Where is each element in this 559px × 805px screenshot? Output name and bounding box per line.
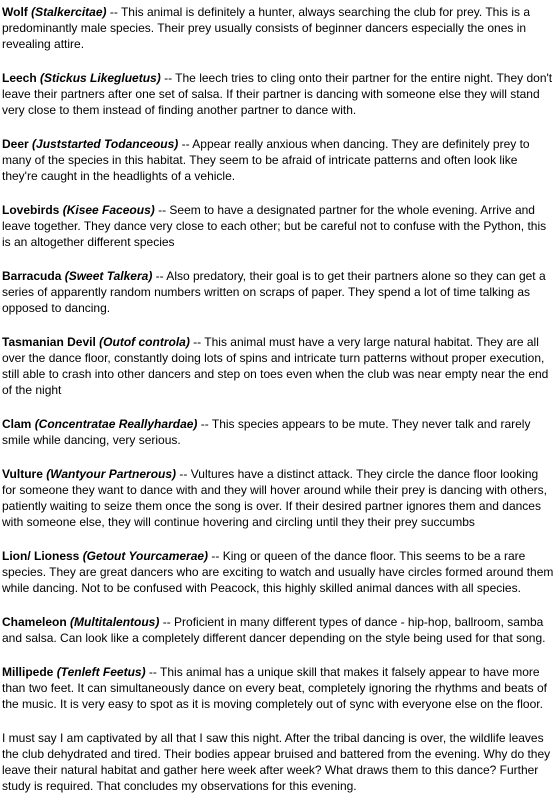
entry-name: Vulture [2,467,43,481]
entry-latin-name: (Sweet Talkera) [64,269,153,283]
entry-latin-name: (Multitalentous) [70,615,160,629]
entry-latin-name: (Kisee Faceous) [62,203,155,217]
entry-description: -- This animal must have a very large natural habitat. They are all over the dance floor, constantly doing lots of spins and intricate turn patterns without proper execution, still able to crash into other dancers and step on toes even when the club was near empty near the end of the night [2,335,549,397]
entry-description: -- Appear really anxious when dancing. They are definitely prey to many of the species in this habitat. They seem to be afraid of intricate patterns and often look like they're caught in the headlights of a vehicle. [2,137,530,183]
entry-description: -- Proficient in many different types of dance - hip-hop, ballroom, samba and salsa. Can look like a completely different dancer depending on the style being used for that song. [2,615,546,645]
entry-name: Millipede [2,665,54,679]
entry-deer [2,136,555,184]
entry-leech [2,70,555,118]
entry-wolf [2,4,555,52]
entry-latin-name: (Stickus Likegluetus) [40,71,161,85]
entry-name: Lion/ Lioness [2,549,80,563]
entry-latin-name: (Tenleft Feetus) [56,665,146,679]
entry-description: -- This animal is definitely a hunter, always searching the club for prey. This is a predominantly male species. Their prey usually consists of beginner dancers especially the ones in revealing attire. [2,5,531,51]
entry-name: Barracuda [2,269,62,283]
entry-name: Clam [2,417,32,431]
entry-description: -- This species appears to be mute. They never talk and rarely smile while dancing, very serious. [2,417,531,447]
conclusion-paragraph: I must say I am captivated by all that I saw this night. After the tribal dancing is over, the wildlife leaves the club dehydrated and tired. Their bodies appear bruised and battered from the evening. Why do they leave their natural habitat and gather here week after week? What draws them to this dance? Further study is required. That concludes my observations for this evening. [2,731,551,793]
entry-description: -- Vultures have a distinct attack. They circle the dance floor looking for someone they want to dance with and they will hover around while their prey is dancing with others, patiently waiting to seize them once the song is over. If their desired partner ignores them and dances with someone else, they will continue hovering and circling until they their prey succumbs [2,467,547,529]
entry-name: Leech [2,71,37,85]
entry-name: Tasmanian Devil [2,335,96,349]
entry-tasmanian-devil [2,334,555,398]
entry-name: Wolf [2,5,28,19]
entry-description: -- King or queen of the dance floor. This seems to be a rare species. They are great dancers who are exciting to watch and usually have circles formed around them while dancing. Not to be confused with Peacock, this highly skilled animal dances with all species. [2,549,554,595]
entry-description: -- Seem to have a designated partner for the whole evening. Arrive and leave together. They dance very close to each other; but be careful not to confuse with the Python, this is an altogether different species [2,203,547,249]
entry-clam [2,416,555,448]
entry-description: -- This animal has a unique skill that makes it falsely appear to have more than two feet. It can simultaneously dance on every beat, completely ignoring the rhythms and beats of the music. It is very easy to spot as it is moving completely out of sync with everyone else on the floor. [2,665,547,711]
entry-latin-name: (Wantyour Partnerous) [46,467,177,481]
entry-description: -- The leech tries to cling onto their partner for the entire night. They don't leave their partners after one set of salsa. If their partner is dancing with someone else they will stand very close to them instead of finding another partner to dance with. [2,71,553,117]
entry-latin-name: (Outof controla) [99,335,190,349]
entry-chameleon [2,614,555,646]
entry-name: Chameleon [2,615,67,629]
entry-vulture [2,466,555,530]
entry-latin-name: (Getout Yourcamerae) [82,549,209,563]
entry-name: Deer [2,137,29,151]
entry-latin-name: (Stalkercitae) [31,5,107,19]
entry-lion-lioness [2,548,555,596]
entry-name: Lovebirds [2,203,60,217]
entry-barracuda [2,268,555,316]
entry-millipede [2,664,555,712]
entry-latin-name: (Concentratae Reallyhardae) [34,417,198,431]
entry-description: -- Also predatory, their goal is to get their partners alone so they can get a series of apparently random numbers written on scraps of paper. They spend a lot of time talking as opposed to dancing. [2,269,546,315]
entry-lovebirds [2,202,555,250]
entry-latin-name: (Juststarted Todanceous) [32,137,179,151]
